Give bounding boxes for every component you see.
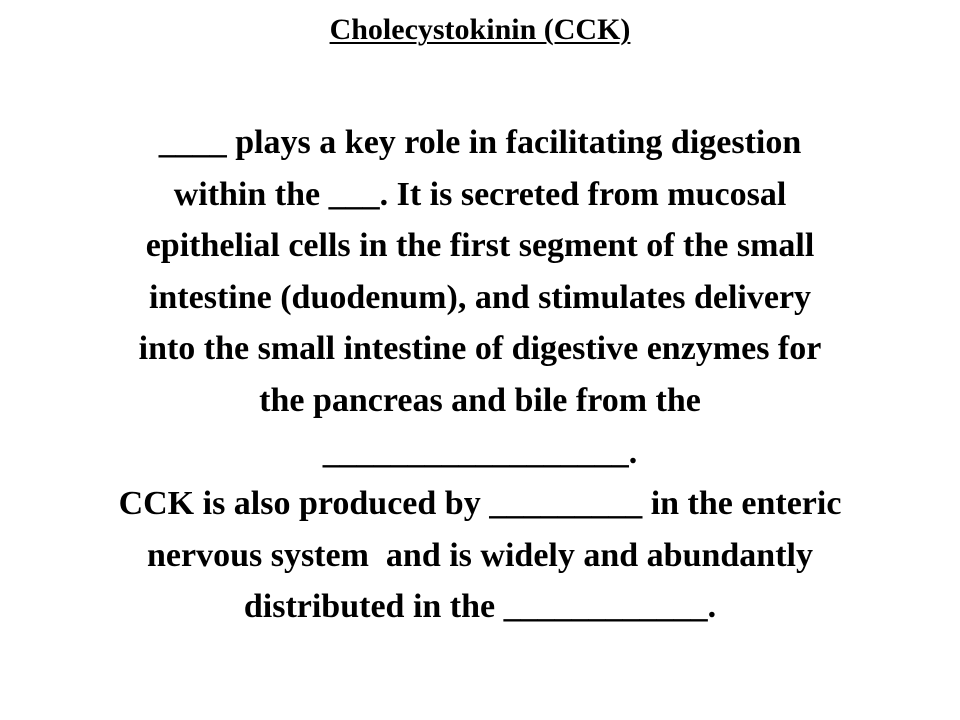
body-line-7: __________________. xyxy=(322,433,638,471)
body-line-4: intestine (duodenum), and stimulates delivery xyxy=(148,278,812,316)
slide-title: Cholecystokinin (CCK) xyxy=(329,13,631,46)
body-line-1: ____ plays a key role in facilitating digestion xyxy=(158,124,802,161)
body-line-10: distributed in the ____________. xyxy=(243,588,717,626)
body-line-9: nervous system and is widely and abundantly xyxy=(146,536,813,574)
body-line-6: the pancreas and bile from the xyxy=(259,381,701,419)
body-line-8: CCK is also produced by _________ in the enteric xyxy=(118,485,842,523)
slide-body xyxy=(0,117,960,633)
body-line-2: within the ___. It is secreted from mucosal xyxy=(173,175,787,213)
body-line-5: into the small intestine of digestive enzymes for xyxy=(138,330,822,368)
body-line-3: epithelial cells in the first segment of the small xyxy=(145,227,815,265)
